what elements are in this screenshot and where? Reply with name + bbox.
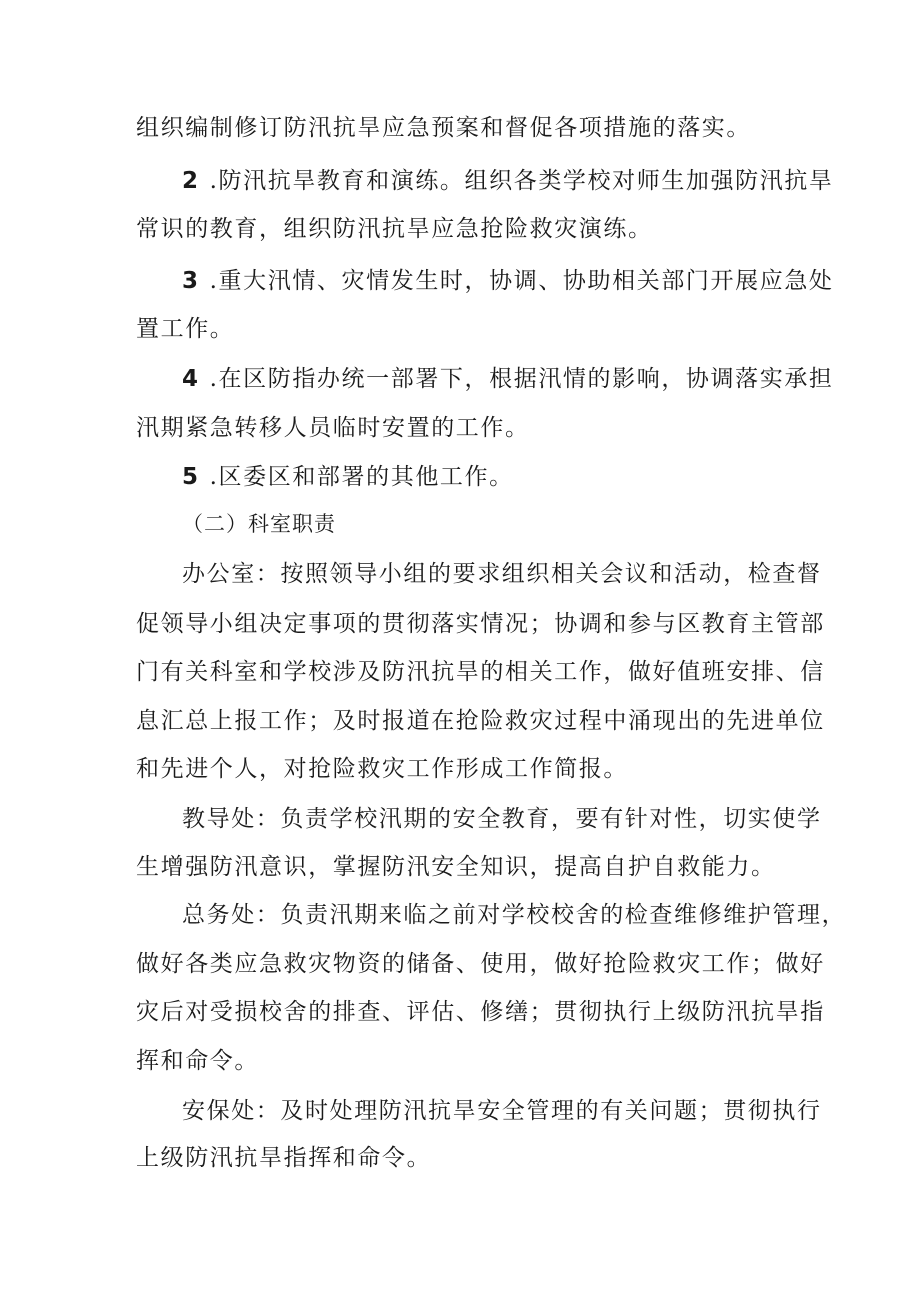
item-text: .重大汛情、灾情发生时，协调、协助相关部门开展应急处 bbox=[209, 268, 834, 294]
numbered-item-4 bbox=[182, 364, 842, 394]
text-line: 置工作。 bbox=[136, 316, 235, 342]
text-line: 办公室：按照领导小组的要求组织相关会议和活动，检查督 bbox=[182, 561, 822, 587]
text-line: 和先进个人，对抢险救灾工作形成工作简报。 bbox=[136, 756, 628, 782]
text-line: 灾后对受损校舍的排查、评估、修缮；贯彻执行上级防汛抗旱指 bbox=[136, 999, 825, 1025]
item-text: .区委区和部署的其他工作。 bbox=[209, 464, 514, 490]
numbered-item-3 bbox=[182, 266, 842, 296]
text-line: 安保处：及时处理防汛抗旱安全管理的有关问题；贯彻执行 bbox=[182, 1098, 822, 1124]
item-text: .防汛抗旱教育和演练。组织各类学校对师生加强防汛抗旱 bbox=[209, 168, 834, 194]
item-number: 2 bbox=[182, 168, 200, 194]
text-line: 总务处：负责汛期来临之前对学校校舍的检查维修维护管理， bbox=[182, 902, 847, 928]
text-line: 门有关科室和学校涉及防汛抗旱的相关工作，做好值班安排、信 bbox=[136, 659, 825, 685]
item-number: 3 bbox=[182, 268, 200, 294]
text-line: 挥和命令。 bbox=[136, 1048, 259, 1074]
item-number: 5 bbox=[182, 464, 200, 490]
text-line: 息汇总上报工作；及时报道在抢险救灾过程中涌现出的先进单位 bbox=[136, 708, 825, 734]
numbered-item-5 bbox=[182, 462, 842, 492]
text-line: 做好各类应急救灾物资的储备、使用，做好抢险救灾工作；做好 bbox=[136, 951, 825, 977]
text-line: 促领导小组决定事项的贯彻落实情况；协调和参与区教育主管部 bbox=[136, 611, 825, 637]
section-heading: （二）科室职责 bbox=[182, 512, 336, 536]
text-line: 生增强防汛意识，掌握防汛安全知识，提高自护自救能力。 bbox=[136, 854, 776, 880]
text-line: 常识的教育，组织防汛抗旱应急抢险救灾演练。 bbox=[136, 216, 653, 242]
numbered-item-2 bbox=[182, 166, 842, 196]
item-number: 4 bbox=[182, 366, 200, 392]
item-text: .在区防指办统一部署下，根据汛情的影响，协调落实承担 bbox=[209, 366, 834, 392]
text-line: 上级防汛抗旱指挥和命令。 bbox=[136, 1145, 432, 1171]
text-line: 教导处：负责学校汛期的安全教育，要有针对性，切实使学 bbox=[182, 806, 822, 832]
text-line: 汛期紧急转移人员临时安置的工作。 bbox=[136, 415, 530, 441]
text-line: 组织编制修订防汛抗旱应急预案和督促各项措施的落实。 bbox=[136, 115, 751, 141]
